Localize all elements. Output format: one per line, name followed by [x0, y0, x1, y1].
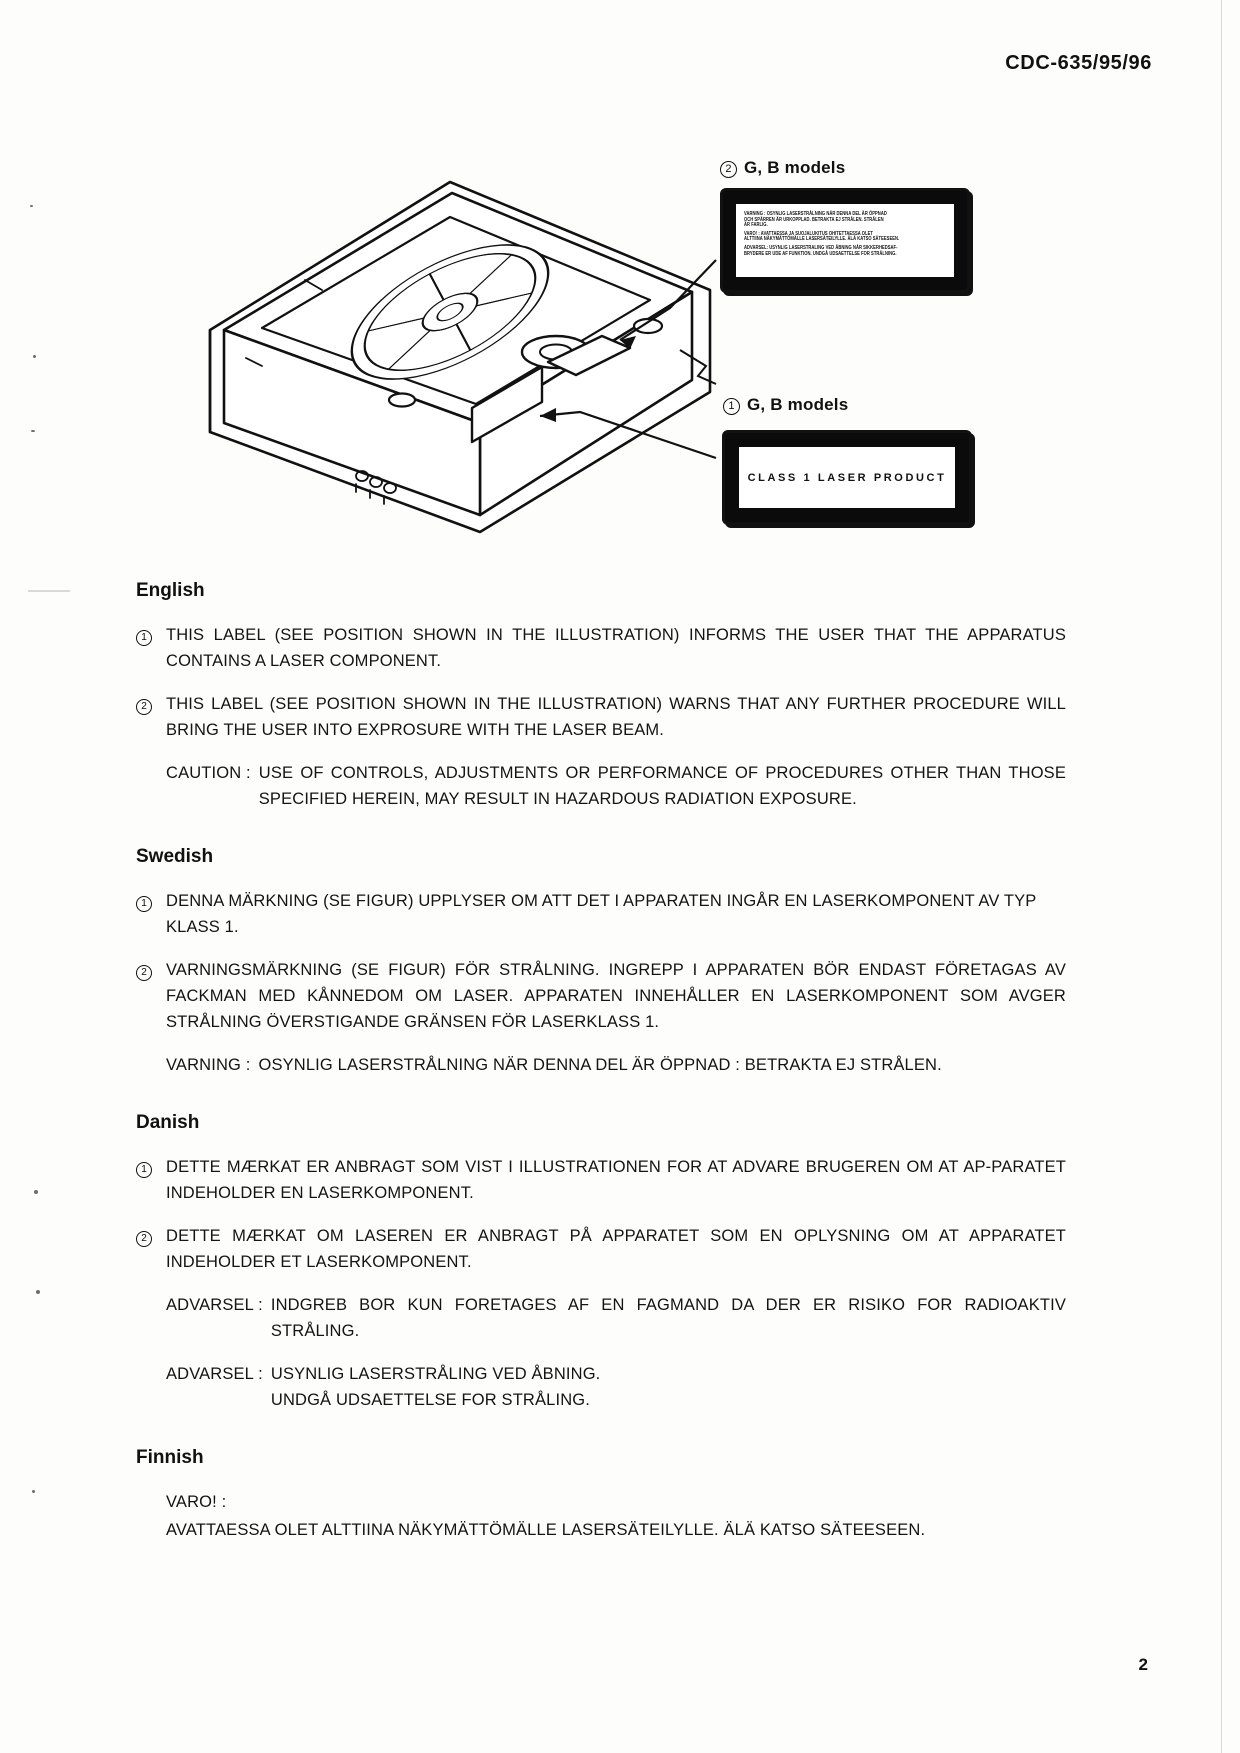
scan-speck	[31, 430, 35, 432]
english-item-2	[136, 691, 1066, 743]
danish-item-2-text: DETTE MÆRKAT OM LASEREN ER ANBRAGT PÅ APPARATET SOM EN OPLYSNING OM AT APPARATET INDEHOLDER ET LASERKOMPONENT.	[166, 1227, 1066, 1271]
warning-line: OCH SPÄRREN ÄR URKOPPLAD. BETRAKTA EJ STRÅLEN. STRÅLEN	[744, 215, 884, 222]
figure-caption-class	[723, 395, 848, 415]
callout-number-1: 1	[723, 398, 740, 415]
danish-advarsel-2-label: ADVARSEL :	[166, 1365, 263, 1383]
danish-advarsel-2-line-1: USYNLIG LASERSTRÅLING VED ÅBNING.	[270, 1365, 601, 1383]
danish-item-1	[136, 1154, 1066, 1206]
danish-advarsel-1	[166, 1292, 1066, 1344]
swedish-varning-text: OSYNLIG LASERSTRÅLNING NÄR DENNA DEL ÄR ÖPPNAD : BETRAKTA EJ STRÅLEN.	[258, 1056, 942, 1074]
danish-item-1-text: DETTE MÆRKAT ER ANBRAGT SOM VIST I ILLUSTRATIONEN FOR AT ADVARE BRUGEREN OM AT AP-PARATET INDEHOLDER EN LASERKOMPONENT.	[166, 1158, 1066, 1202]
section-heading-danish: Danish	[136, 1112, 200, 1133]
english-item-1-number	[136, 622, 166, 648]
danish-item-1-number	[136, 1154, 166, 1180]
swedish-varning-label: VARNING :	[166, 1056, 251, 1074]
scan-mark-left	[28, 590, 70, 592]
warning-line: ÄR FARLIG.	[744, 221, 768, 228]
laser-warning-label	[720, 188, 970, 293]
swedish-item-2	[136, 957, 1066, 1035]
notice-content	[136, 580, 1066, 1545]
swedish-item-1	[136, 888, 1066, 940]
callout-number-2: 2	[720, 161, 737, 178]
class1-label-inner	[730, 438, 964, 517]
figure-caption-warning-text: G, B models	[744, 158, 846, 177]
english-caution	[166, 760, 1066, 812]
section-heading-swedish: Swedish	[136, 846, 214, 867]
scan-speck	[33, 355, 36, 358]
danish-advarsel-2-text	[271, 1361, 1066, 1413]
warning-line: VARNING : OSYNLIG LASERSTRÅLNING NÄR DENNA DEL ÄR ÖPPNAD	[744, 210, 887, 217]
english-item-1	[136, 622, 1066, 674]
english-item-2-text: THIS LABEL (SEE POSITION SHOWN IN THE ILLUSTRATION) WARNS THAT ANY FURTHER PROCEDURE WILL BRING THE USER INTO EXPROSURE WITH THE LASER BEAM.	[166, 695, 1066, 739]
swedish-item-1-text: DENNA MÄRKNING (SE FIGUR) UPPLYSER OM ATT DET I APPARATEN INGÅR EN LASERKOMPONENT AV TYP KLASS 1.	[166, 892, 1037, 936]
figure-caption-class-text: G, B models	[747, 395, 849, 414]
class1-laser-product-label	[722, 430, 972, 525]
scan-speck	[36, 1290, 40, 1294]
finnish-varo-label: VARO! :	[166, 1493, 227, 1511]
callout-number: 1	[136, 896, 152, 912]
danish-advarsel-1-text: INDGREB BOR KUN FORETAGES AF EN FAGMAND DA DER ER RISIKO FOR RADIOAKTIV STRÅLING.	[270, 1296, 1066, 1340]
class1-label-text: CLASS 1 LASER PRODUCT	[747, 471, 947, 484]
section-heading-finnish: Finnish	[136, 1447, 204, 1468]
swedish-item-1-number	[136, 888, 166, 914]
scan-speck	[30, 205, 33, 207]
swedish-varning	[166, 1052, 1066, 1078]
danish-advarsel-1-label: ADVARSEL :	[166, 1296, 263, 1314]
english-caution-label: CAUTION :	[166, 764, 251, 782]
scan-speck	[32, 1490, 35, 1493]
swedish-item-2-text: VARNINGSMÄRKNING (SE FIGUR) FÖR STRÅLNING. INGREPP I APPARATEN BÖR ENDAST FÖRETAGAS AV FACKMAN MED KÅNNEDOM OM LASER. APPARATEN INNEHÅLLER EN LASERKOMPONENT SOM AVGER STRÅLNING ÖVERSTIGANDE GRÄNSEN FÖR LASERKLASS 1.	[166, 961, 1066, 1031]
callout-number: 2	[136, 699, 152, 715]
danish-item-2	[136, 1223, 1066, 1275]
section-heading-english: English	[136, 580, 205, 601]
swedish-item-2-number	[136, 957, 166, 983]
warning-line: BRYDERE ER UDE AF FUNKTION. UNDGÅ UDSAETTELSE FOR STRÅLNING.	[744, 249, 897, 256]
laser-warning-label-inner	[728, 196, 962, 285]
callout-number: 1	[136, 1162, 152, 1178]
english-item-2-number	[136, 691, 166, 717]
scan-speck	[34, 1190, 38, 1194]
figure-caption-warning	[720, 158, 845, 178]
callout-number: 1	[136, 630, 152, 646]
page-title: CDC-635/95/96	[1005, 52, 1152, 74]
callout-number: 2	[136, 965, 152, 981]
danish-item-2-number	[136, 1223, 166, 1249]
warning-line: VARO! : AVATTAESSA JA SUOJALUKITUS OHITETTAESSA OLET	[744, 229, 873, 237]
english-caution-text: USE OF CONTROLS, ADJUSTMENTS OR PERFORMANCE OF PROCEDURES OTHER THAN THOSE SPECIFIED HEREIN, MAY RESULT IN HAZARDOUS RADIATION EXPOSURE.	[258, 764, 1066, 808]
warning-line: ADVARSEL: USYNLIG LASERSTRALING VED ÅBNING NÅR SIKKERHEDSAF-	[744, 243, 898, 251]
page-number: 2	[1138, 1655, 1148, 1674]
danish-advarsel-2-line-2: UNDGÅ UDSAETTELSE FOR STRÅLING.	[270, 1391, 590, 1409]
scan-edge-right	[1221, 0, 1222, 1753]
english-item-1-text: THIS LABEL (SEE POSITION SHOWN IN THE ILLUSTRATION) INFORMS THE USER THAT THE APPARATUS CONTAINS A LASER COMPONENT.	[166, 626, 1066, 670]
danish-advarsel-2	[166, 1361, 1066, 1413]
callout-number: 2	[136, 1231, 152, 1247]
warning-line: ALTTIINA NÄKYMÄTTÖMÄLLE LASERSÄTEILYLLE. ÄLÄ KATSO SÄTEESEEN.	[744, 235, 900, 242]
finnish-varo-text: AVATTAESSA OLET ALTTIINA NÄKYMÄTTÖMÄLLE LASERSÄTEILYLLE. ÄLÄ KATSO SÄTEESEEN.	[166, 1521, 926, 1539]
cd-changer-illustration	[150, 140, 1100, 570]
